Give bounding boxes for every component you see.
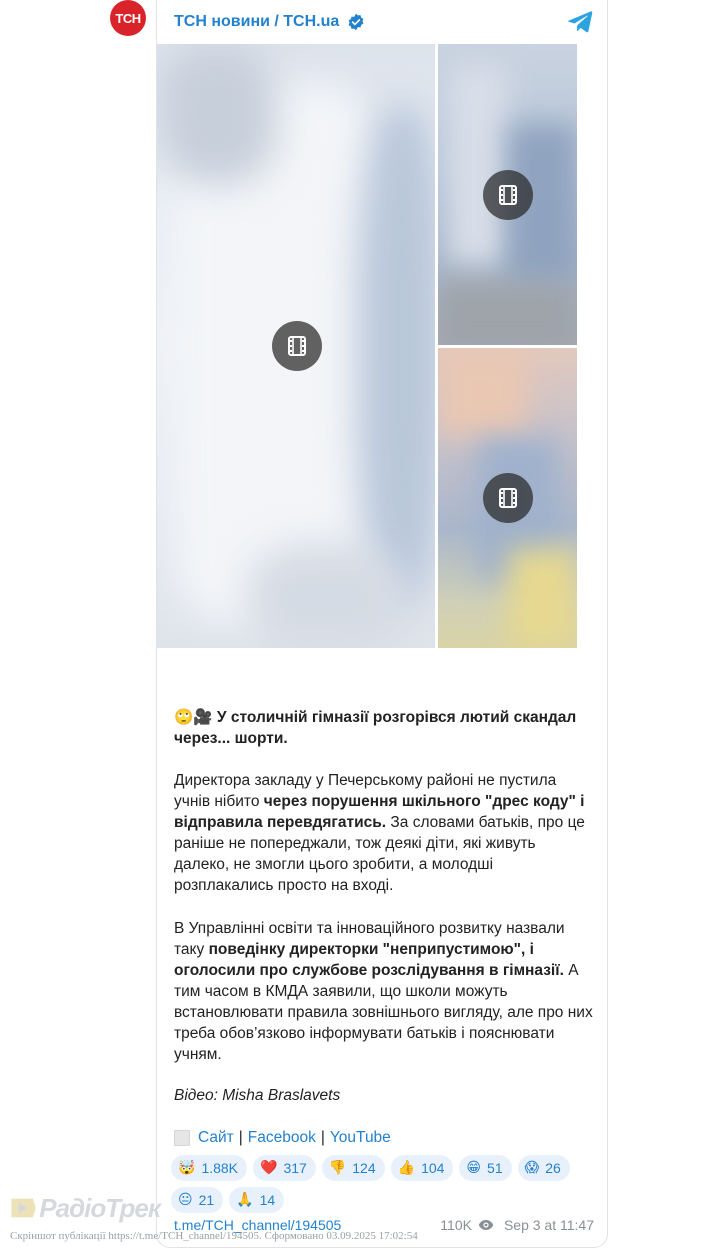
- reaction-count: 124: [352, 1160, 376, 1176]
- headline-emoji: 🙄🎥: [174, 708, 213, 726]
- post-date[interactable]: Sep 3 at 11:47: [503, 1217, 594, 1233]
- reaction-pray[interactable]: [229, 1187, 284, 1213]
- p2-part-c: А тим часом в КМДА заявили, що школи можуть встановлювати правила зовнішнього вигляду, але про них треба обов’язково інформувати батьків і пояснювати учням.: [174, 962, 593, 1063]
- p2-part-a: В Управлінні освіти та інноваційного розвитку назвали таку: [174, 920, 565, 958]
- post-headline: [174, 707, 594, 749]
- post-meta: [440, 1217, 594, 1233]
- link-separator: |: [320, 1129, 325, 1146]
- reaction-grin[interactable]: [459, 1155, 511, 1181]
- eye-icon: [478, 1219, 494, 1231]
- p2-part-bold: поведінку директорки "неприпустимою", і оголосили про службове розслідування в гімназії.: [174, 941, 564, 979]
- film-strip-icon: [483, 473, 533, 523]
- reaction-emoji: ❤️: [260, 1160, 278, 1176]
- reaction-count: 317: [283, 1160, 307, 1176]
- post-permalink[interactable]: t.me/TCH_channel/194505: [174, 1217, 342, 1233]
- reaction-scream[interactable]: [518, 1155, 570, 1181]
- reaction-emoji: 😁: [466, 1160, 482, 1176]
- channel-name[interactable]: ТСН новини / TCH.ua: [174, 13, 340, 30]
- reaction-emoji: 👍: [397, 1160, 416, 1176]
- reaction-emoji: 🙏: [236, 1192, 254, 1208]
- watermark-brand: РадіоТрек: [39, 1192, 160, 1223]
- facebook-link[interactable]: Facebook: [247, 1129, 316, 1146]
- reaction-heart[interactable]: [253, 1155, 316, 1181]
- reaction-count: 51: [487, 1160, 503, 1176]
- reaction-emoji: 👎: [328, 1160, 347, 1176]
- reaction-thumbs-up[interactable]: [391, 1155, 454, 1181]
- video-thumbnail-top[interactable]: [438, 44, 577, 345]
- p1-part-a: Директора закладу у Печерському районі не пустила учнів нібито: [174, 772, 557, 810]
- reaction-count: 14: [259, 1192, 276, 1208]
- screenshot-note: Скріншот публікації https://t.me/TCH_channel/194505. Сформовано 03.09.2025 17:02:54: [10, 1230, 418, 1242]
- youtube-link[interactable]: YouTube: [329, 1129, 391, 1146]
- post-links: [174, 1127, 391, 1148]
- p1-part-bold: через порушення шкільного "дрес коду" і відправила перевдягатись.: [174, 793, 585, 831]
- post-paragraph-1: [174, 770, 594, 896]
- reaction-count: 1.88K: [201, 1160, 239, 1176]
- reactions-bar: [171, 1155, 601, 1213]
- reaction-neutral[interactable]: [171, 1187, 223, 1213]
- video-thumbnail-bottom[interactable]: [438, 348, 577, 648]
- post-paragraph-2: [174, 918, 594, 1065]
- telegram-logo-icon[interactable]: [567, 10, 593, 34]
- post-header: [174, 10, 365, 34]
- headline-text: У столичній гімназії розгорівся лютий скандал через... шорти.: [174, 709, 577, 747]
- reaction-emoji: 😱: [524, 1160, 540, 1176]
- media-album: [157, 44, 577, 648]
- reaction-exploding-head[interactable]: [171, 1155, 247, 1181]
- film-strip-icon: [272, 321, 322, 371]
- film-strip-icon: [483, 170, 533, 220]
- reaction-count: 21: [198, 1192, 215, 1208]
- video-credit: Відео: Misha Braslavets: [174, 1087, 341, 1104]
- site-link[interactable]: Сайт: [198, 1129, 234, 1146]
- view-count: 110K: [440, 1217, 472, 1233]
- reaction-emoji: 🤯: [178, 1160, 196, 1176]
- p1-part-c: За словами батьків, про це раніше не попереджали, тож деякі діти, які живуть далеко, не змогли цього зробити, а молодші розплакались просто на вході.: [174, 814, 585, 894]
- post-card: [156, 0, 608, 1248]
- video-thumbnail-main[interactable]: [157, 44, 435, 648]
- reaction-emoji: 😐: [178, 1192, 193, 1208]
- radiotrek-watermark: [10, 1190, 160, 1226]
- radiotrek-logo-icon: [10, 1191, 37, 1225]
- channel-avatar[interactable]: ТСН: [110, 0, 146, 36]
- reaction-count: 26: [545, 1160, 561, 1176]
- reaction-thumbs-down[interactable]: [322, 1155, 385, 1181]
- link-square-icon: [174, 1130, 190, 1146]
- verified-badge-icon: [347, 13, 365, 31]
- reaction-count: 104: [421, 1160, 445, 1176]
- link-separator: |: [238, 1129, 243, 1146]
